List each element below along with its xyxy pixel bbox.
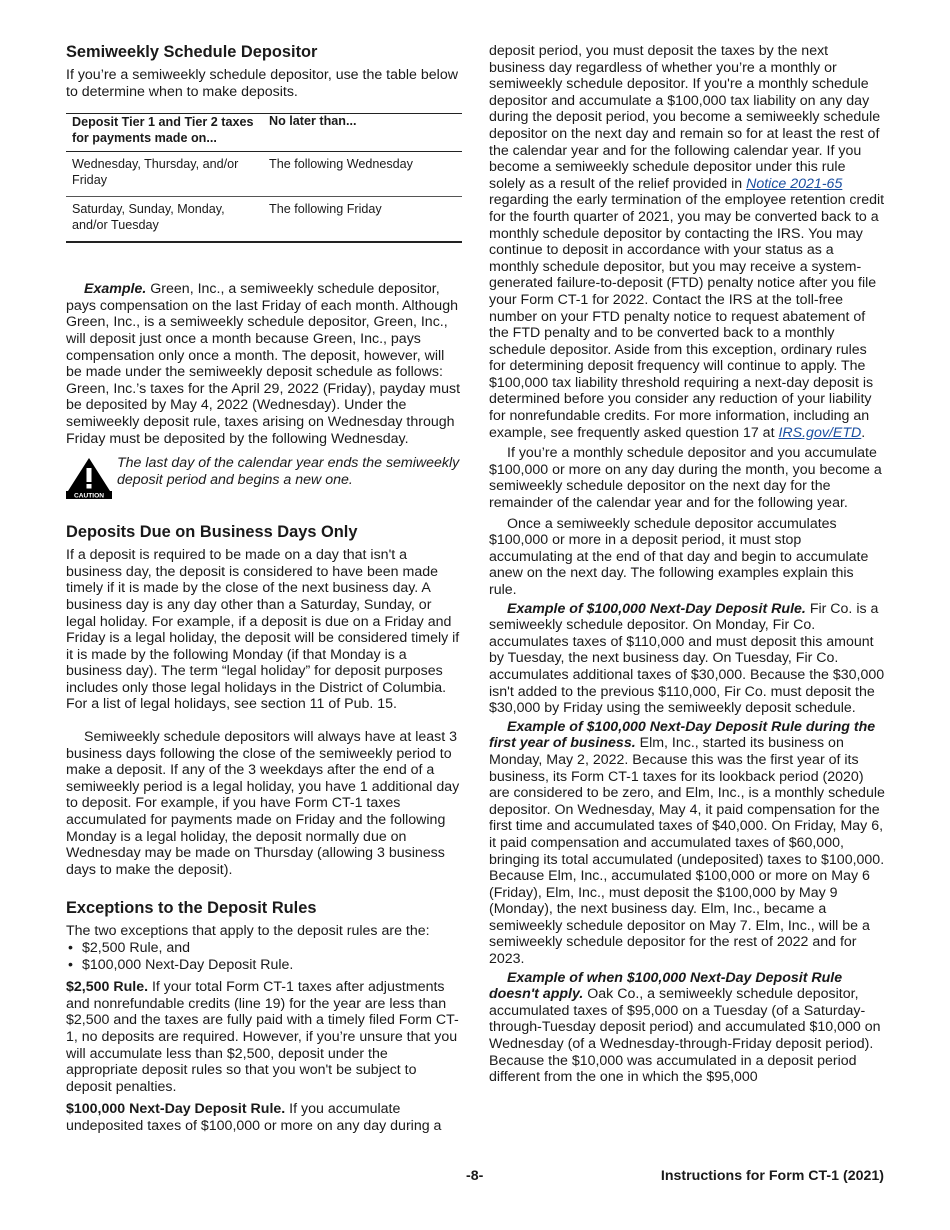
example-text: Elm, Inc., started its business on Monday, May 2, 2022. Because this was the first year of its business, its Form CT-1 taxes for its lookback period (2020) are considered to be zero, and Elm, Inc., is a monthly schedule depositor. On Wednesday, May 4, it paid compensation for the first time and accumulated taxes of $40,000. On Friday, May 6, it paid compensation and accumulated taxes of $60,000, bringing its total accumulated (undeposited) taxes to $100,000. Because Elm, Inc., accumulated $100,000 or more on May 6 (Friday), Elm, Inc., must deposit the $100,000 by May 9 (Monday), the next business day. Elm, Inc., became a semiweekly schedule depositor on May 7. Elm, Inc., will be a semiweekly schedule depositor for the rest of 2022 and for 2023. (489, 735, 885, 968)
example-text: Green, Inc., a semiweekly schedule depositor, pays compensation on the last Friday of each month. Although Green, Inc., is a semiweekly schedule depositor, Green, Inc., will deposit just once a month because Green, Inc., pays compensation only once a month. The deposit, however, will be made under the semiweekly deposit schedule as follows: Green, Inc.’s taxes for the April 29, 2022 (Friday), payday must be deposited by May 4, 2022 (Wednesday). Under the semiweekly deposit rule, taxes arising on Wednesday through Friday must be deposited by the following Wednesday. (66, 281, 461, 447)
page-number: -8- (466, 1168, 484, 1184)
green-inc-example (66, 281, 462, 447)
table-row (66, 197, 462, 243)
exceptions-intro: The two exceptions that apply to the deposit rules are the: (66, 923, 430, 940)
irs-etd-link[interactable]: IRS.gov/ETD (778, 424, 862, 441)
rule-100k-lead: $100,000 Next-Day Deposit Rule. (66, 1101, 286, 1118)
example-lead: Example of when $100,000 Next-Day Deposit Rule doesn't apply. (489, 969, 843, 1003)
next-day-continuation-paragraph (489, 43, 885, 441)
fir-co-example (489, 601, 885, 717)
heading-business-days: Deposits Due on Business Days Only (66, 523, 358, 542)
oak-co-example (489, 970, 885, 1086)
table-cell: Wednesday, Thursday, and/or Friday (66, 152, 263, 197)
caution-label: CAUTION (73, 492, 105, 500)
elm-inc-example (489, 719, 885, 968)
list-item: • $2,500 Rule, and (66, 940, 462, 957)
left-column (66, 42, 462, 1135)
rule-100k-text: If you accumulate undeposited taxes of $100,000 or more on any day during a (66, 1101, 442, 1134)
continuation-text: . (861, 424, 866, 441)
example-lead: Example. (84, 281, 147, 298)
table-cell: The following Wednesday (263, 152, 462, 197)
document-title: Instructions for Form CT-1 (2021) (660, 1168, 884, 1184)
continuation-text: deposit period, you must deposit the taxes by the next business day regardless of whether you’re a monthly or semiweekly schedule depositor. If you're a monthly schedule depositor and accumulate a $100,000 tax liability on any day during the deposit period, you become a semiweekly schedule depositor on the next day and remain so for at least the rest of the calendar year and for the following calendar year. If you become a semiweekly schedule depositor under this rule solely as a result of the relief provided in (489, 43, 881, 192)
business-days-paragraph: If a deposit is required to be made on a day that isn't a business day, the deposit is considered to have been made timely if it is made by the close of the next business day. A business day is any day other than a Saturday, Sunday, or legal holiday. For example, if a deposit is due on a Friday and Friday is a legal holiday, the deposit will be considered timely if it is made by the following Monday (if that Monday is a business day). The term “legal holiday” for deposit purposes includes only those legal holidays in the District of Columbia. For a list of legal holidays, see section 11 of Pub. 15. (66, 547, 460, 713)
heading-exceptions: Exceptions to the Deposit Rules (66, 899, 317, 918)
heading-semiweekly-depositor: Semiweekly Schedule Depositor (66, 43, 318, 61)
rule-2500-lead: $2,500 Rule. (66, 979, 149, 996)
accumulation-paragraph: Once a semiweekly schedule depositor accumulates $100,000 or more in a deposit period, it must stop accumulating at the end of that day and begin to accumulate anew on the next day. The following examples explain this rule. (489, 515, 869, 598)
notice-2021-65-link[interactable]: Notice 2021-65 (746, 175, 843, 192)
rule-2500-text: If your total Form CT-1 taxes after adjustments and nonrefundable credits (line 19) for the year are less than $2,500 and the taxes are fully paid with a timely filed Form CT-1, no deposits are required. However, if you’re unsure that you will accumulate less than $2,500, deposit under the appropriate deposit rules so that you won't be subject to deposit penalties. (66, 979, 459, 1095)
caution-text: The last day of the calendar year ends the semiweekly deposit period and begins a new one. (117, 455, 460, 488)
caution-triangle-icon (66, 457, 112, 499)
right-column (489, 43, 885, 1086)
table-header-row (66, 114, 462, 152)
list-item: • $100,000 Next-Day Deposit Rule. (66, 957, 462, 974)
example-text: Oak Co., a semiweekly schedule depositor, accumulated taxes of $95,000 on a Tuesday (of a Saturday-through-Tuesday deposit period) and accumulated $10,000 on Wednesday (of a Wednesday-through-Friday deposit period). Because the $10,000 was accumulated in a deposit period different from the one in which the $95,000 (489, 986, 881, 1086)
exceptions-list (66, 940, 462, 973)
monthly-depositor-paragraph: If you’re a monthly schedule depositor and you accumulate $100,000 or more on any day during the month, you become a semiweekly schedule depositor on the next day for the remainder of the calendar year and for the following year. (489, 445, 882, 512)
caution-note (66, 455, 462, 499)
deposit-schedule-table (66, 113, 462, 243)
rule-100k-paragraph (66, 1101, 462, 1134)
three-business-days-paragraph: Semiweekly schedule depositors will always have at least 3 business days following the close of the semiweekly period to make a deposit. If any of the 3 weekdays after the end of a semiweekly period is a legal holiday, you have 1 additional day to deposit. For example, if you have Form CT-1 taxes accumulated for payments made on Friday and the following Monday is a legal holiday, the deposit normally due on Wednesday may be made on Thursday (allowing 3 business days to make the deposit). (66, 729, 460, 878)
table-cell: The following Friday (263, 197, 462, 243)
table-header-cell: No later than... (263, 114, 462, 152)
table-cell: Saturday, Sunday, Monday, and/or Tuesday (66, 197, 263, 243)
example-lead: Example of $100,000 Next-Day Deposit Rule. (507, 600, 806, 617)
table-header-cell: Deposit Tier 1 and Tier 2 taxes for payments made on... (66, 114, 263, 152)
rule-2500-paragraph (66, 979, 462, 1095)
example-lead: Example of $100,000 Next-Day Deposit Rule during the first year of business. (489, 718, 876, 752)
continuation-text: regarding the early termination of the employee retention credit for the fourth quarter of 2021, you may be converted back to a monthly schedule depositor by contacting the IRS. You may continue to deposit in accordance with your status as a monthly schedule depositor, but you may receive a system-generated failure-to-deposit (FTD) penalty notice after you file your Form CT-1 for 2022. Contact the IRS at the toll-free number on your FTD penalty notice to request abatement of the FTD penalty and to be converted back to a monthly schedule depositor. Aside from this exception, ordinary rules for determining deposit frequency will continue to apply. The $100,000 tax liability threshold requiring a next-day deposit is determined before you consider any reduction of your liability for nonrefundable credits. For more information, including an example, see frequently asked question 17 at (489, 192, 885, 441)
semiweekly-intro: If you’re a semiweekly schedule depositor, use the table below to determine when to make deposits. (66, 67, 458, 100)
example-text: Fir Co. is a semiweekly schedule depositor. On Monday, Fir Co. accumulates taxes of $110,000 and must deposit this amount by Tuesday, the next business day. On Tuesday, Fir Co. accumulates additional taxes of $30,000. Because the $30,000 isn't added to the previous $110,000, Fir Co. must deposit the $30,000 by Friday using the semiweekly deposit schedule. (489, 600, 885, 717)
table-row (66, 152, 462, 197)
